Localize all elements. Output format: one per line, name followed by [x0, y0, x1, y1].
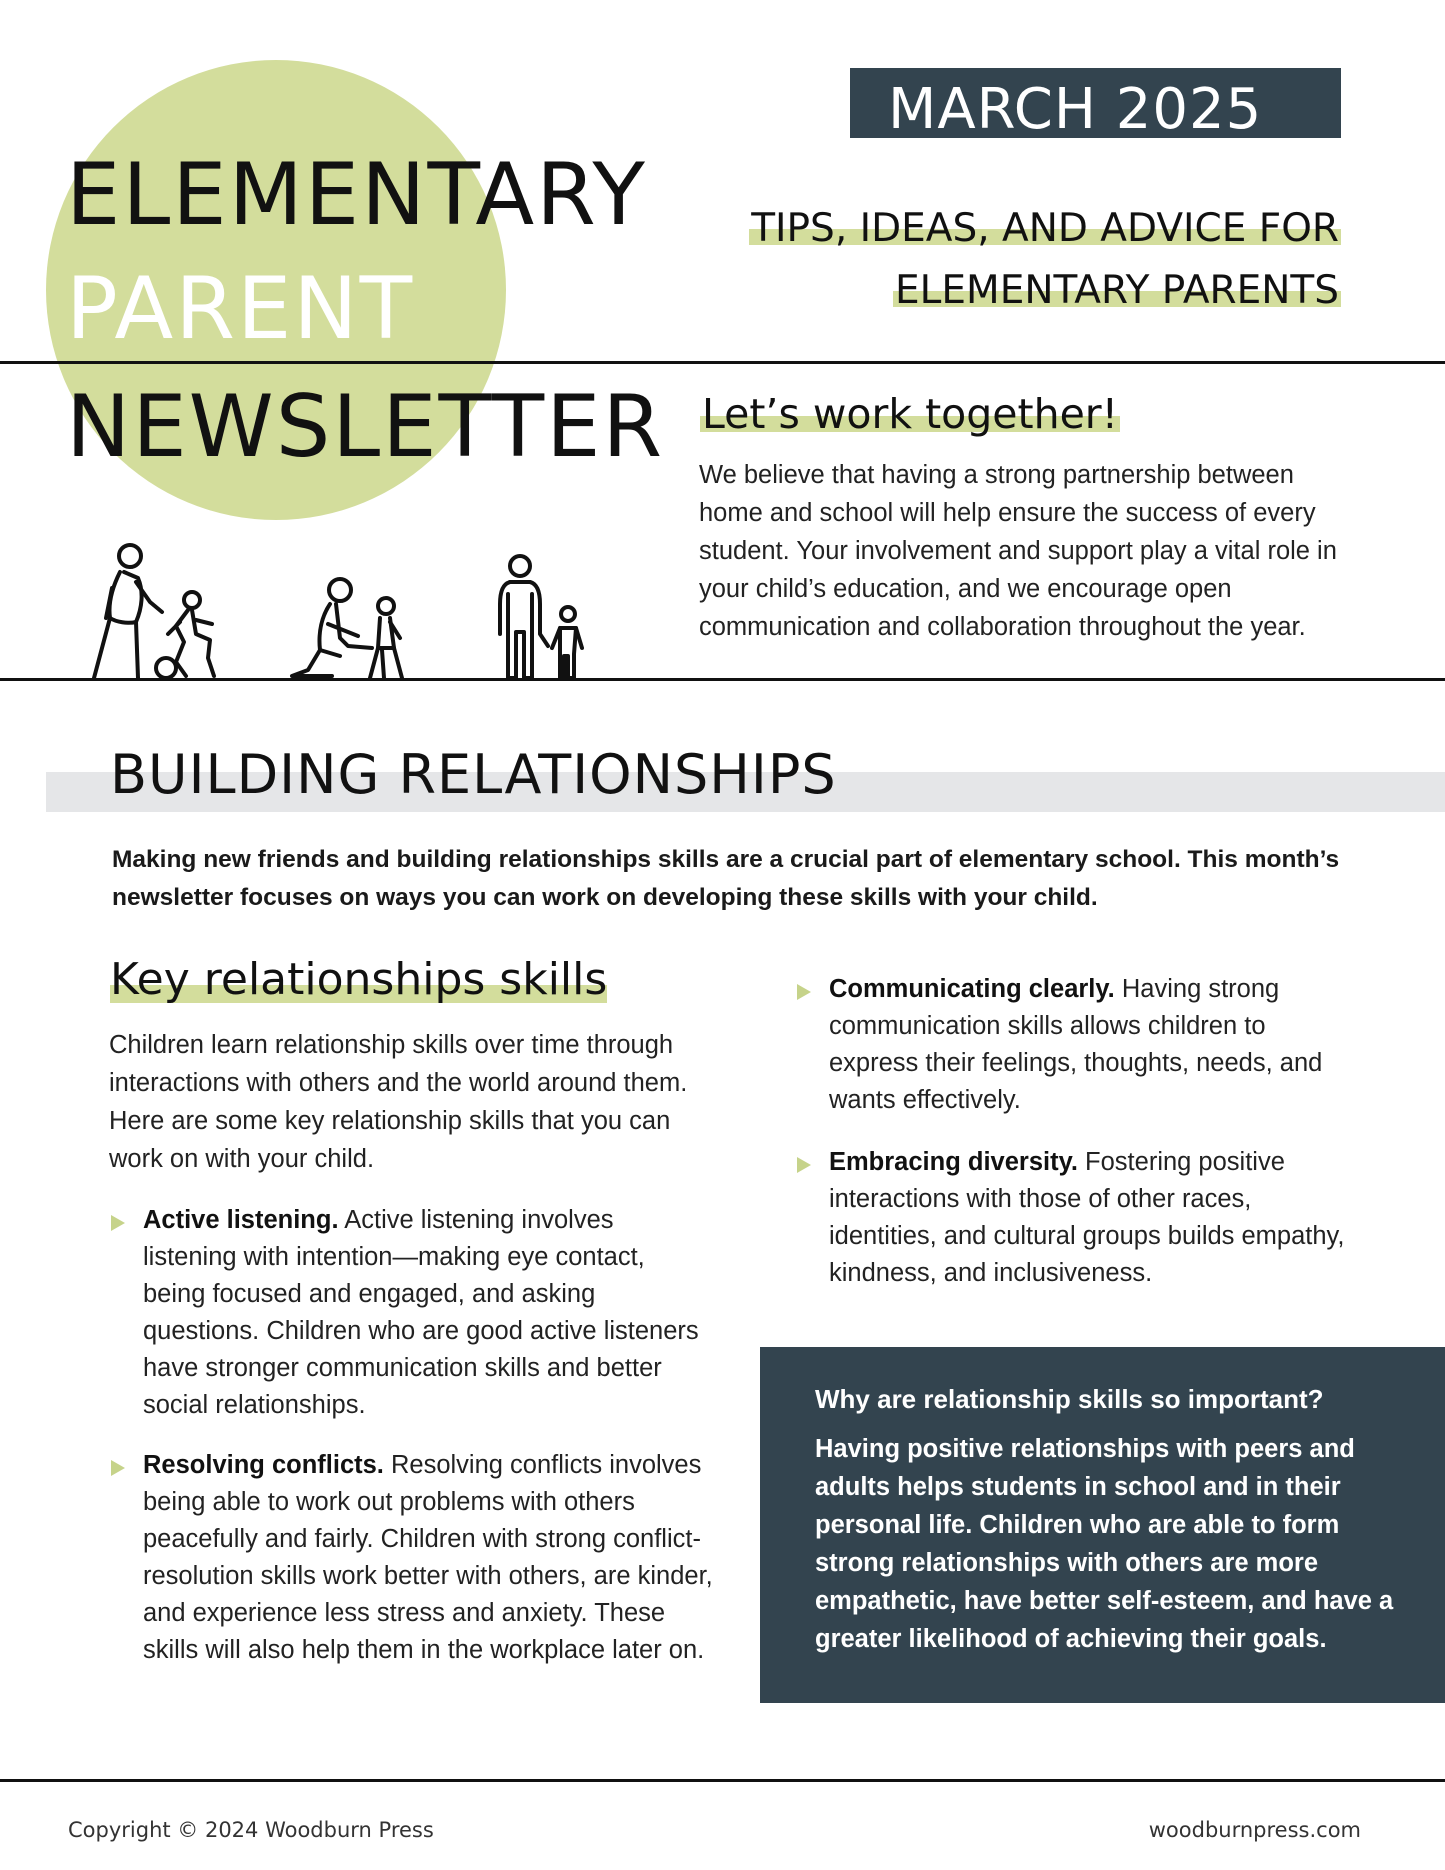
callout-title: Why are relationship skills so important?: [815, 1384, 1324, 1414]
intro-divider: [0, 678, 1445, 681]
newsletter-title-line1: ELEMENTARY: [66, 145, 647, 245]
callout-text: Having positive relationships with peers and adults helps students in school and in their personal life. Children who are able to form strong relationships with others are more empathetic, have better self-esteem, and have a greater likelihood of achieving their goals.: [815, 1435, 1394, 1653]
footer-divider: [0, 1779, 1445, 1782]
list-item: [143, 1447, 713, 1669]
date-text: MARCH 2025: [888, 77, 1263, 138]
tagline: [749, 198, 1341, 322]
triangle-bullet-icon: [797, 984, 811, 1000]
list-item-text: Active listening involves listening with intention—making eye contact, being focused and engaged, and asking questions. Children who are good active listeners have stronger communication skills and better social relationships.: [143, 1206, 699, 1419]
callout-box: [760, 1347, 1445, 1703]
skills-intro: Children learn relationship skills over time through interactions with others and the world around them. Here are some key relationship skills that you can work on with your child.: [109, 1031, 688, 1173]
list-item-label: Communicating clearly.: [829, 975, 1115, 1003]
list-item-label: Resolving conflicts.: [143, 1451, 384, 1479]
header-divider: [0, 361, 1445, 364]
list-item-label: Embracing diversity.: [829, 1148, 1078, 1176]
list-item: [829, 1144, 1349, 1292]
list-item-text: Resolving conflicts involves being able to work out problems with others peacefully and fairly. Children with strong conflict-resolution skills work better with others, are kinder, and experience less stress and anxiety. These skills will also help them in the workplace later on.: [143, 1451, 713, 1664]
together-text: We believe that having a strong partnership between home and school will help ensure the success of every student. Your involvement and support play a vital role in your child’s education, and we encourage open communication and collaboration throughout the year.: [699, 461, 1337, 641]
parent-child-illustration: [72, 538, 632, 682]
triangle-bullet-icon: [111, 1460, 125, 1476]
newsletter-title-line2: PARENT: [66, 259, 415, 359]
list-item-label: Active listening.: [143, 1206, 339, 1234]
tagline-line2: ELEMENTARY PARENTS: [895, 268, 1339, 313]
copyright-text: Copyright © 2024 Woodburn Press: [68, 1818, 434, 1842]
skills-title: Key relationships skills: [110, 954, 608, 1005]
triangle-bullet-icon: [797, 1157, 811, 1173]
list-item-text: Having strong communication skills allows children to express their feelings, thoughts, needs, and wants effectively.: [829, 975, 1323, 1114]
section-title: BUILDING RELATIONSHIPS: [110, 743, 837, 806]
list-item: [143, 1202, 713, 1424]
newsletter-title-line3: NEWSLETTER: [66, 377, 665, 477]
triangle-bullet-icon: [111, 1215, 125, 1231]
date-banner: [850, 68, 1341, 138]
section-intro: Making new friends and building relationships skills are a crucial part of elementary school. This month’s newsletter focuses on ways you can work on developing these skills with your child.: [112, 846, 1340, 911]
list-item: [829, 971, 1349, 1119]
together-title: Let’s work together!: [702, 390, 1119, 438]
list-item-text: Fostering positive interactions with those of other races, identities, and cultural groups builds empathy, kindness, and inclusiveness.: [829, 1148, 1345, 1287]
website-link[interactable]: woodburnpress.com: [1148, 1818, 1361, 1842]
tagline-line1: TIPS, IDEAS, AND ADVICE FOR: [751, 206, 1339, 251]
